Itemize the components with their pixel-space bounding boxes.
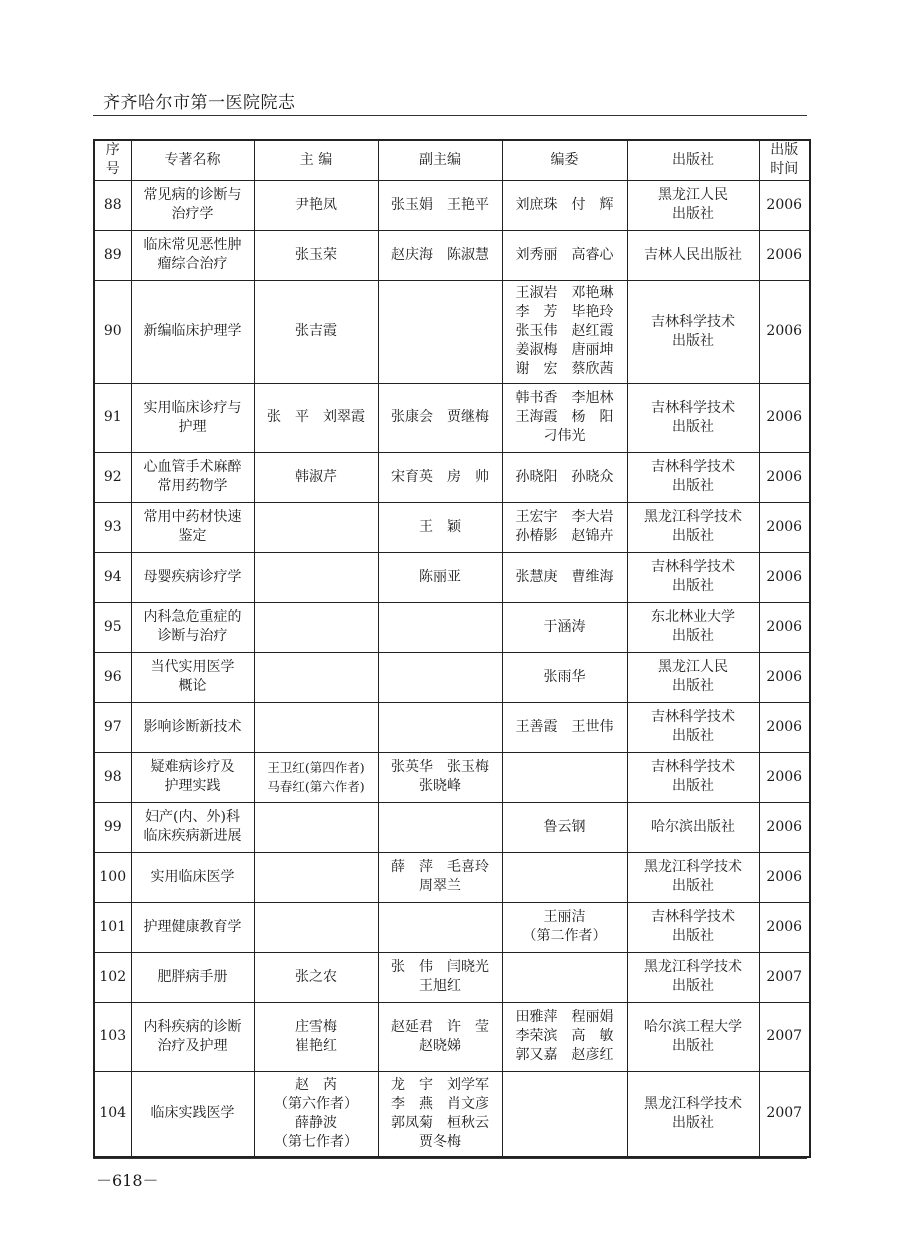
cell-year: 2006 bbox=[759, 452, 810, 502]
cell-deputy-editor: 宋育英 房 帅 bbox=[378, 452, 502, 502]
column-header-editor: 主 编 bbox=[254, 140, 378, 180]
cell-publisher: 吉林科学技术 出版社 bbox=[627, 280, 759, 383]
cell-publisher: 吉林科学技术 出版社 bbox=[627, 702, 759, 752]
table-row bbox=[94, 952, 810, 1002]
cell-editor: 庄雪梅 崔艳红 bbox=[254, 1002, 378, 1071]
cell-title: 内科急危重症的 诊断与治疗 bbox=[131, 602, 254, 652]
cell-year: 2006 bbox=[759, 902, 810, 952]
cell-title: 临床常见恶性肿 瘤综合治疗 bbox=[131, 230, 254, 280]
table-row bbox=[94, 502, 810, 552]
cell-year: 2006 bbox=[759, 230, 810, 280]
cell-committee: 于涵涛 bbox=[502, 602, 627, 652]
cell-committee: 孙晓阳 孙晓众 bbox=[502, 452, 627, 502]
cell-number: 101 bbox=[94, 902, 131, 952]
cell-year: 2006 bbox=[759, 802, 810, 852]
table-row bbox=[94, 752, 810, 802]
cell-editor bbox=[254, 602, 378, 652]
table-row bbox=[94, 702, 810, 752]
footer-rule bbox=[93, 1158, 807, 1159]
cell-year: 2007 bbox=[759, 952, 810, 1002]
cell-publisher: 吉林科学技术 出版社 bbox=[627, 383, 759, 452]
cell-year: 2006 bbox=[759, 383, 810, 452]
cell-editor bbox=[254, 502, 378, 552]
cell-editor bbox=[254, 652, 378, 702]
table-row bbox=[94, 452, 810, 502]
cell-title: 心血管手术麻醉 常用药物学 bbox=[131, 452, 254, 502]
cell-number: 94 bbox=[94, 552, 131, 602]
cell-year: 2006 bbox=[759, 552, 810, 602]
cell-number: 96 bbox=[94, 652, 131, 702]
cell-publisher: 吉林科学技术 出版社 bbox=[627, 902, 759, 952]
cell-title: 肥胖病手册 bbox=[131, 952, 254, 1002]
cell-deputy-editor bbox=[378, 802, 502, 852]
cell-committee: 王丽洁 （第二作者） bbox=[502, 902, 627, 952]
cell-number: 102 bbox=[94, 952, 131, 1002]
cell-number: 93 bbox=[94, 502, 131, 552]
cell-title: 影响诊断新技术 bbox=[131, 702, 254, 752]
cell-number: 91 bbox=[94, 383, 131, 452]
cell-publisher: 黑龙江科学技术 出版社 bbox=[627, 502, 759, 552]
table-row bbox=[94, 280, 810, 383]
table-row bbox=[94, 1071, 810, 1157]
cell-committee: 韩书香 李旭林 王海霞 杨 阳 刁伟光 bbox=[502, 383, 627, 452]
cell-year: 2006 bbox=[759, 852, 810, 902]
cell-publisher: 黑龙江科学技术 出版社 bbox=[627, 952, 759, 1002]
cell-title: 常用中药材快速 鉴定 bbox=[131, 502, 254, 552]
cell-title: 母婴疾病诊疗学 bbox=[131, 552, 254, 602]
cell-editor: 赵 芮 （第六作者） 薛静波 （第七作者） bbox=[254, 1071, 378, 1157]
cell-year: 2006 bbox=[759, 280, 810, 383]
cell-publisher: 哈尔滨工程大学 出版社 bbox=[627, 1002, 759, 1071]
table-row bbox=[94, 383, 810, 452]
cell-title: 实用临床诊疗与 护理 bbox=[131, 383, 254, 452]
cell-editor bbox=[254, 552, 378, 602]
cell-deputy-editor: 张玉娟 王艳平 bbox=[378, 180, 502, 230]
cell-deputy-editor bbox=[378, 652, 502, 702]
cell-committee bbox=[502, 952, 627, 1002]
cell-number: 95 bbox=[94, 602, 131, 652]
cell-title: 临床实践医学 bbox=[131, 1071, 254, 1157]
cell-year: 2006 bbox=[759, 502, 810, 552]
cell-deputy-editor bbox=[378, 280, 502, 383]
cell-number: 103 bbox=[94, 1002, 131, 1071]
cell-year: 2007 bbox=[759, 1002, 810, 1071]
cell-title: 常见病的诊断与 治疗学 bbox=[131, 180, 254, 230]
cell-editor: 张玉荣 bbox=[254, 230, 378, 280]
cell-deputy-editor: 赵延君 许 莹 赵晓娣 bbox=[378, 1002, 502, 1071]
cell-title: 当代实用医学 概论 bbox=[131, 652, 254, 702]
cell-year: 2006 bbox=[759, 180, 810, 230]
cell-publisher: 吉林科学技术 出版社 bbox=[627, 752, 759, 802]
cell-editor: 王卫红(第四作者) 马春红(第六作者) bbox=[254, 752, 378, 802]
cell-deputy-editor: 龙 宇 刘学军 李 燕 肖文彦 郭凤菊 桓秋云 贾冬梅 bbox=[378, 1071, 502, 1157]
column-header-year: 出版 时间 bbox=[759, 140, 810, 180]
cell-deputy-editor: 张英华 张玉梅 张晓峰 bbox=[378, 752, 502, 802]
cell-committee: 田雅萍 程丽娟 李荣滨 高 敏 郭又嘉 赵彦红 bbox=[502, 1002, 627, 1071]
cell-title: 内科疾病的诊断 治疗及护理 bbox=[131, 1002, 254, 1071]
cell-publisher: 黑龙江人民 出版社 bbox=[627, 180, 759, 230]
cell-committee bbox=[502, 1071, 627, 1157]
cell-title: 新编临床护理学 bbox=[131, 280, 254, 383]
column-header-title: 专著名称 bbox=[131, 140, 254, 180]
cell-publisher: 哈尔滨出版社 bbox=[627, 802, 759, 852]
cell-title: 护理健康教育学 bbox=[131, 902, 254, 952]
cell-committee: 张慧庚 曹维海 bbox=[502, 552, 627, 602]
cell-deputy-editor: 薛 萍 毛喜玲 周翠兰 bbox=[378, 852, 502, 902]
cell-title: 实用临床医学 bbox=[131, 852, 254, 902]
table-row bbox=[94, 1002, 810, 1071]
cell-number: 90 bbox=[94, 280, 131, 383]
cell-publisher: 吉林人民出版社 bbox=[627, 230, 759, 280]
column-header-committee: 编委 bbox=[502, 140, 627, 180]
cell-year: 2007 bbox=[759, 1071, 810, 1157]
cell-deputy-editor bbox=[378, 702, 502, 752]
column-header-deputy-editor: 副主编 bbox=[378, 140, 502, 180]
cell-deputy-editor: 赵庆海 陈淑慧 bbox=[378, 230, 502, 280]
cell-title: 疑难病诊疗及 护理实践 bbox=[131, 752, 254, 802]
cell-committee bbox=[502, 752, 627, 802]
cell-editor bbox=[254, 802, 378, 852]
column-header-no: 序 号 bbox=[94, 140, 131, 180]
cell-year: 2006 bbox=[759, 652, 810, 702]
table-row bbox=[94, 180, 810, 230]
cell-title: 妇产(内、外)科 临床疾病新进展 bbox=[131, 802, 254, 852]
cell-committee: 刘秀丽 高睿心 bbox=[502, 230, 627, 280]
table-row bbox=[94, 230, 810, 280]
cell-deputy-editor: 张康会 贾继梅 bbox=[378, 383, 502, 452]
cell-year: 2006 bbox=[759, 602, 810, 652]
cell-deputy-editor: 陈丽亚 bbox=[378, 552, 502, 602]
cell-number: 97 bbox=[94, 702, 131, 752]
monograph-table bbox=[93, 139, 811, 1158]
cell-publisher: 吉林科学技术 出版社 bbox=[627, 452, 759, 502]
cell-deputy-editor bbox=[378, 602, 502, 652]
cell-editor: 张 平 刘翠霞 bbox=[254, 383, 378, 452]
table-row bbox=[94, 802, 810, 852]
cell-number: 100 bbox=[94, 852, 131, 902]
cell-number: 104 bbox=[94, 1071, 131, 1157]
cell-editor: 韩淑芹 bbox=[254, 452, 378, 502]
cell-committee: 王淑岩 邓艳琳 李 芳 毕艳玲 张玉伟 赵红霞 姜淑梅 唐丽坤 谢 宏 蔡欣茜 bbox=[502, 280, 627, 383]
cell-number: 89 bbox=[94, 230, 131, 280]
table-row bbox=[94, 552, 810, 602]
cell-committee: 张雨华 bbox=[502, 652, 627, 702]
table-row bbox=[94, 602, 810, 652]
table-row bbox=[94, 902, 810, 952]
table-header-row bbox=[94, 140, 810, 180]
cell-editor bbox=[254, 852, 378, 902]
cell-deputy-editor bbox=[378, 902, 502, 952]
cell-committee: 鲁云钢 bbox=[502, 802, 627, 852]
cell-committee: 王善霞 王世伟 bbox=[502, 702, 627, 752]
cell-year: 2006 bbox=[759, 752, 810, 802]
cell-editor: 张之农 bbox=[254, 952, 378, 1002]
cell-deputy-editor: 王 颖 bbox=[378, 502, 502, 552]
cell-number: 98 bbox=[94, 752, 131, 802]
cell-publisher: 东北林业大学 出版社 bbox=[627, 602, 759, 652]
cell-number: 88 bbox=[94, 180, 131, 230]
column-header-publisher: 出版社 bbox=[627, 140, 759, 180]
cell-publisher: 黑龙江科学技术 出版社 bbox=[627, 1071, 759, 1157]
cell-publisher: 黑龙江人民 出版社 bbox=[627, 652, 759, 702]
cell-publisher: 吉林科学技术 出版社 bbox=[627, 552, 759, 602]
table-row bbox=[94, 852, 810, 902]
cell-editor bbox=[254, 702, 378, 752]
cell-publisher: 黑龙江科学技术 出版社 bbox=[627, 852, 759, 902]
cell-committee: 刘庶珠 付 辉 bbox=[502, 180, 627, 230]
cell-number: 92 bbox=[94, 452, 131, 502]
table-row bbox=[94, 652, 810, 702]
cell-number: 99 bbox=[94, 802, 131, 852]
cell-editor: 尹艳凤 bbox=[254, 180, 378, 230]
cell-editor: 张吉霞 bbox=[254, 280, 378, 383]
cell-year: 2006 bbox=[759, 702, 810, 752]
header-rule bbox=[93, 115, 807, 116]
cell-committee bbox=[502, 852, 627, 902]
page-number: －618－ bbox=[96, 1171, 159, 1190]
cell-committee: 王宏宇 李大岩 孙椿影 赵锦卉 bbox=[502, 502, 627, 552]
cell-editor bbox=[254, 902, 378, 952]
page-header-title: 齐齐哈尔市第一医院院志 bbox=[103, 93, 296, 113]
cell-deputy-editor: 张 伟 闫晓光 王旭红 bbox=[378, 952, 502, 1002]
